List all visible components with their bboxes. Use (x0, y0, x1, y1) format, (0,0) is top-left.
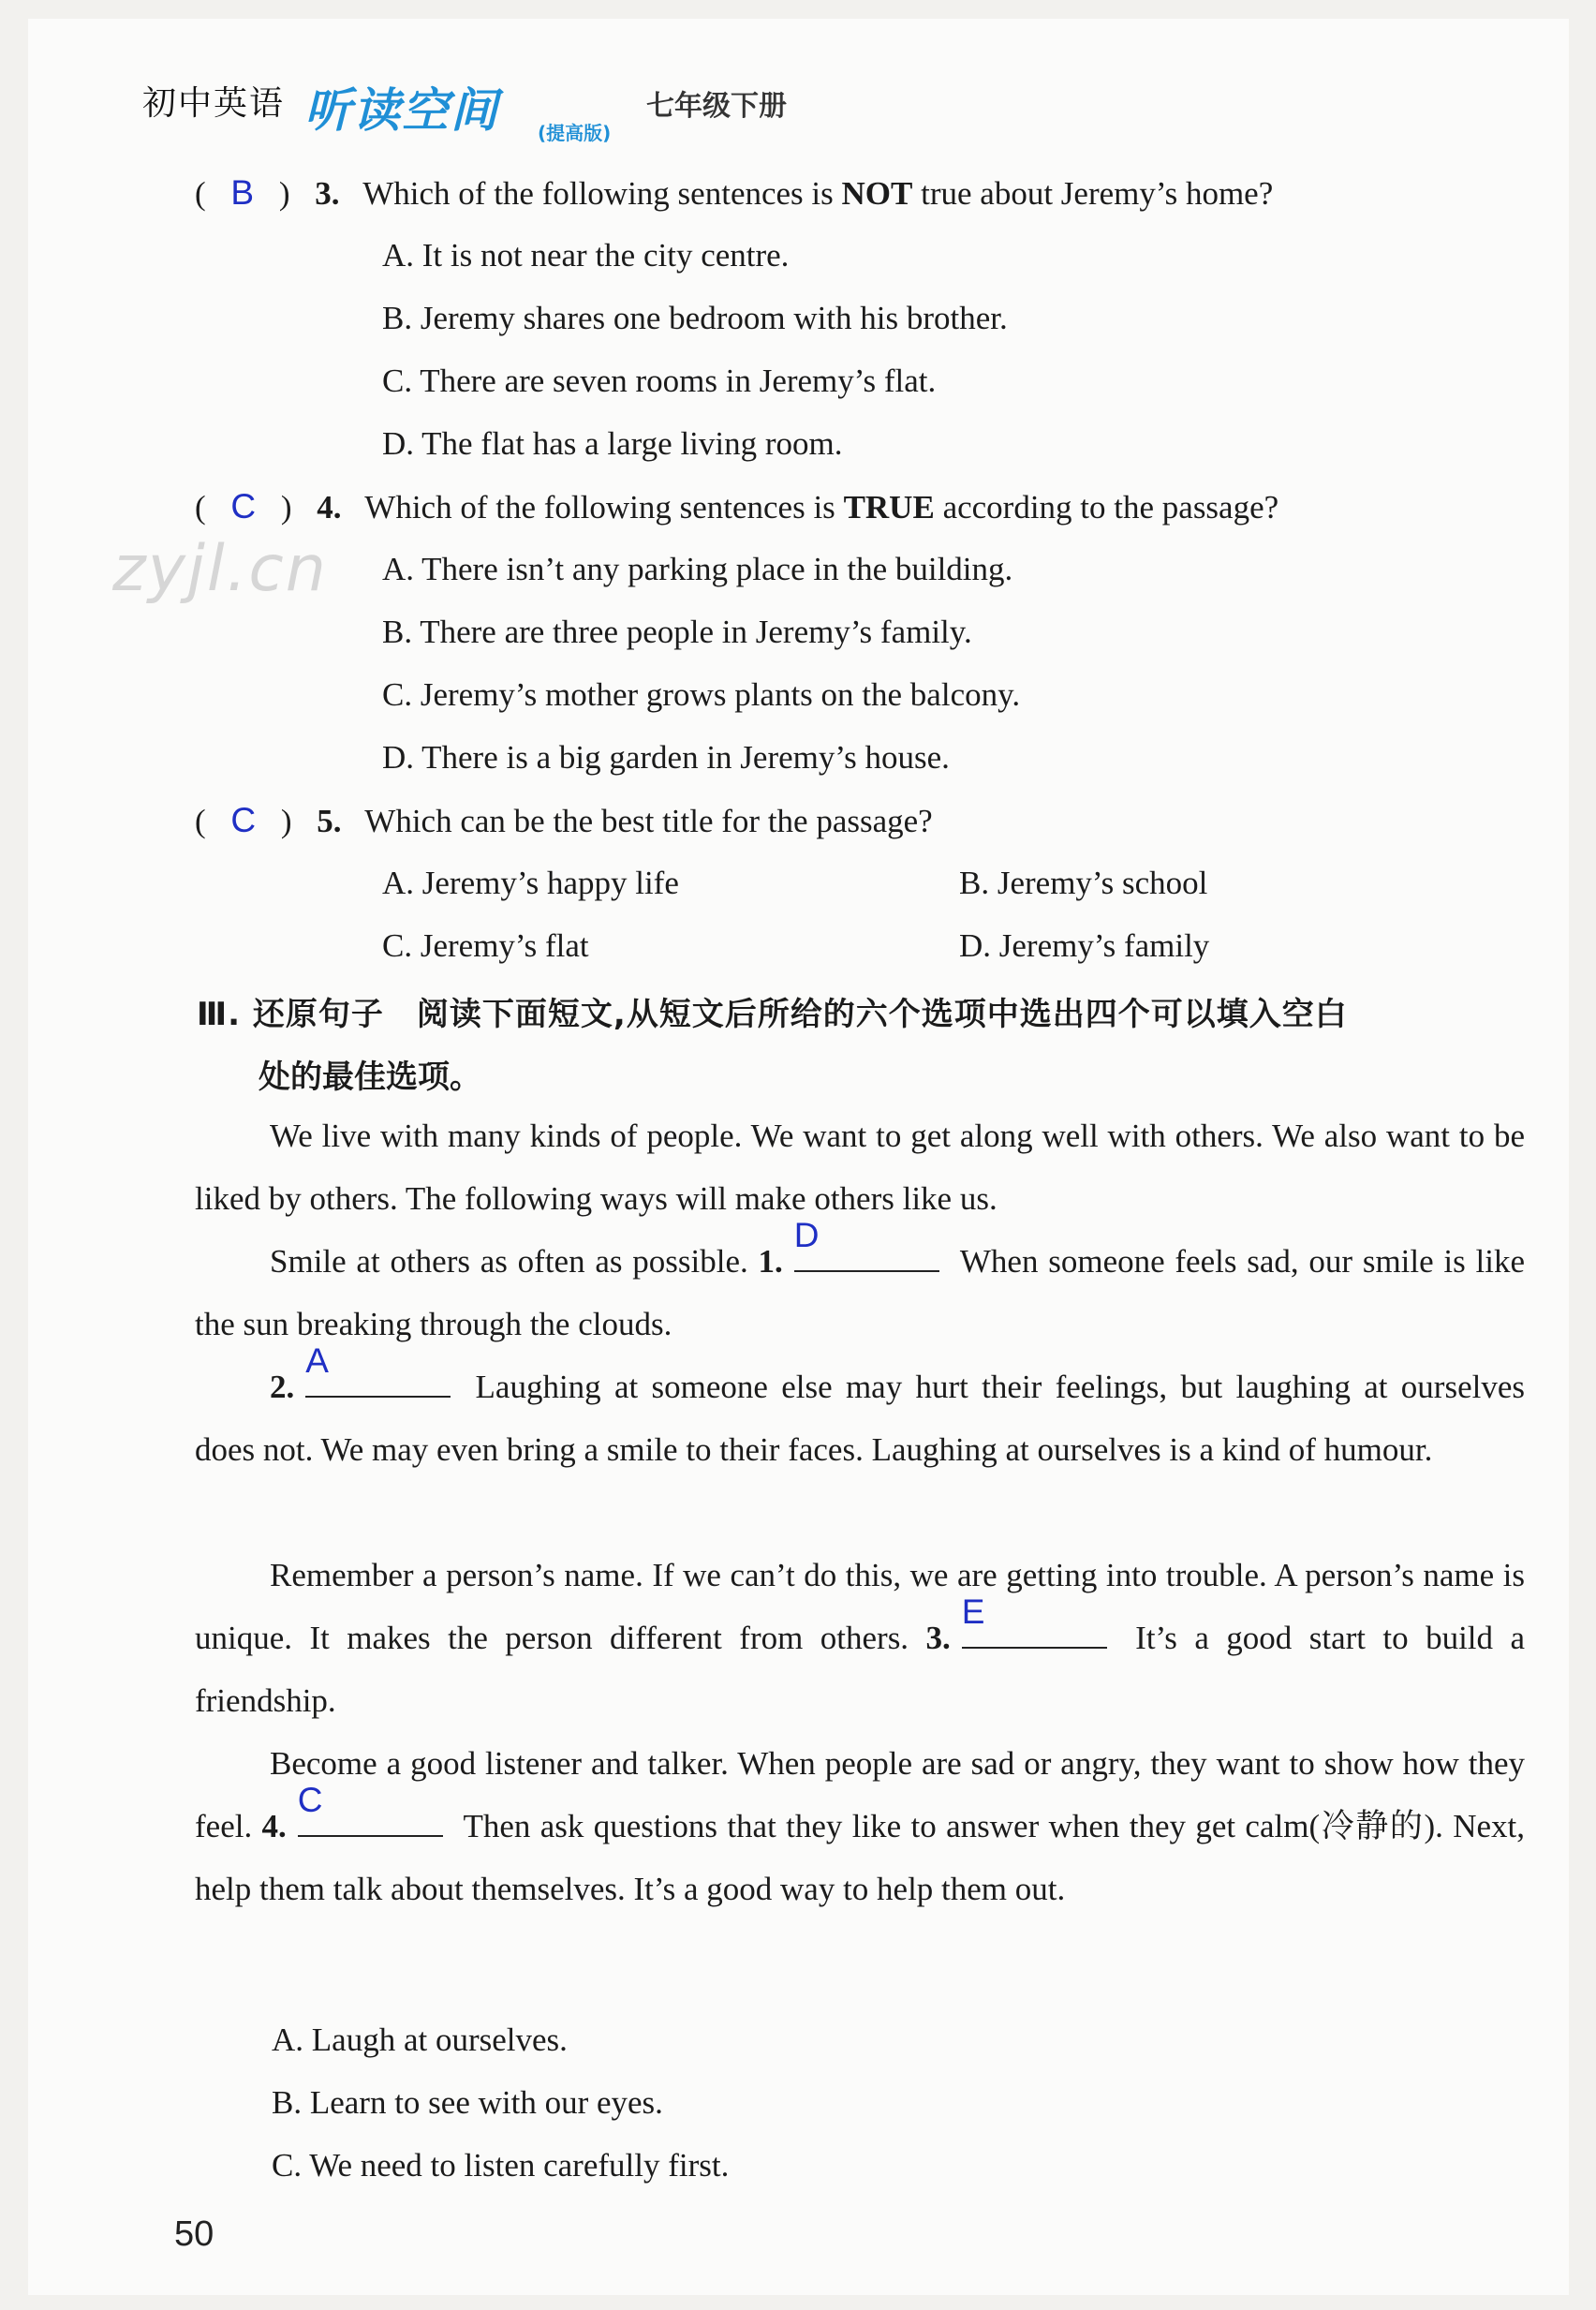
watermark: zyjl.cn (112, 532, 328, 606)
option: C. There are seven rooms in Jeremy’s flat. (382, 363, 937, 399)
answer-blank: C (298, 1803, 443, 1837)
option: D. The flat has a large living room. (382, 425, 843, 462)
option: B. Jeremy shares one bedroom with his brother. (382, 300, 1008, 336)
question-3: ( B ) 3. Which of the following sentences is NOT true about Jeremy’s home? (195, 173, 1274, 212)
passage-option: A. Laugh at ourselves. (272, 2021, 568, 2058)
header-brand-sub: (提高版) (538, 122, 612, 144)
option: C. Jeremy’s flat (382, 927, 589, 964)
passage-paragraph-1: We live with many kinds of people. We want to get along well with others. We also want to be liked by others. The following ways will make others like us. (195, 1118, 1525, 1217)
answer-blank: D (794, 1238, 939, 1272)
option: A. It is not near the city centre. (382, 237, 790, 274)
option: C. Jeremy’s mother grows plants on the balcony. (382, 676, 1021, 713)
option: D. Jeremy’s family (959, 927, 1210, 964)
answer-mark: C (230, 801, 257, 839)
passage-paragraph-3: 2. A Laughing at someone else may hurt their feelings, but laughing at ourselves does not. We may even bring a smile to their faces. Laughing at ourselves is a kind of humour. (195, 1341, 1525, 1468)
passage-option: C. We need to listen carefully first. (272, 2147, 730, 2184)
passage-option: B. Learn to see with our eyes. (272, 2084, 663, 2121)
answer-mark: B (230, 173, 255, 212)
header-brand-logo: 听读空间 (304, 83, 499, 138)
passage-paragraph-4: Remember a person’s name. If we can’t do this, we are getting into trouble. A person’s name is unique. It makes the person different from others. 3. E It’s a good start to build a friendship. (195, 1557, 1525, 1719)
section-title-cont: 处的最佳选项。 (259, 1059, 481, 1096)
option: B. There are three people in Jeremy’s family. (382, 614, 972, 650)
answer-blank: A (305, 1364, 451, 1398)
header-series: 初中英语 (142, 84, 286, 123)
answer-mark: C (230, 487, 257, 526)
passage-paragraph-5: Become a good listener and talker. When people are sad or angry, they want to show how they feel. 4. C Then ask questions that they like to answer when they get calm(冷静的). Next, help them talk about themselves. It’s a good way to help them out. (195, 1745, 1525, 1907)
question-4: ( C ) 4. Which of the following sentences is TRUE according to the passage? (195, 487, 1279, 526)
passage-paragraph-2: Smile at others as often as possible. 1. D When someone feels sad, our smile is like the sun breaking through the clouds. (195, 1216, 1526, 1342)
option: A. Jeremy’s happy life (382, 865, 679, 901)
header-grade: 七年级下册 (646, 90, 787, 123)
answer-blank: E (962, 1615, 1107, 1649)
option: A. There isn’t any parking place in the building. (382, 551, 1013, 587)
page-number: 50 (174, 2214, 214, 2254)
section-title: Ⅲ. 还原句子 阅读下面短文,从短文后所给的六个选项中选出四个可以填入空白 (197, 996, 1348, 1033)
option: D. There is a big garden in Jeremy’s house. (382, 739, 950, 776)
option: B. Jeremy’s school (959, 865, 1208, 901)
question-5: ( C ) 5. Which can be the best title for the passage? (195, 801, 933, 839)
